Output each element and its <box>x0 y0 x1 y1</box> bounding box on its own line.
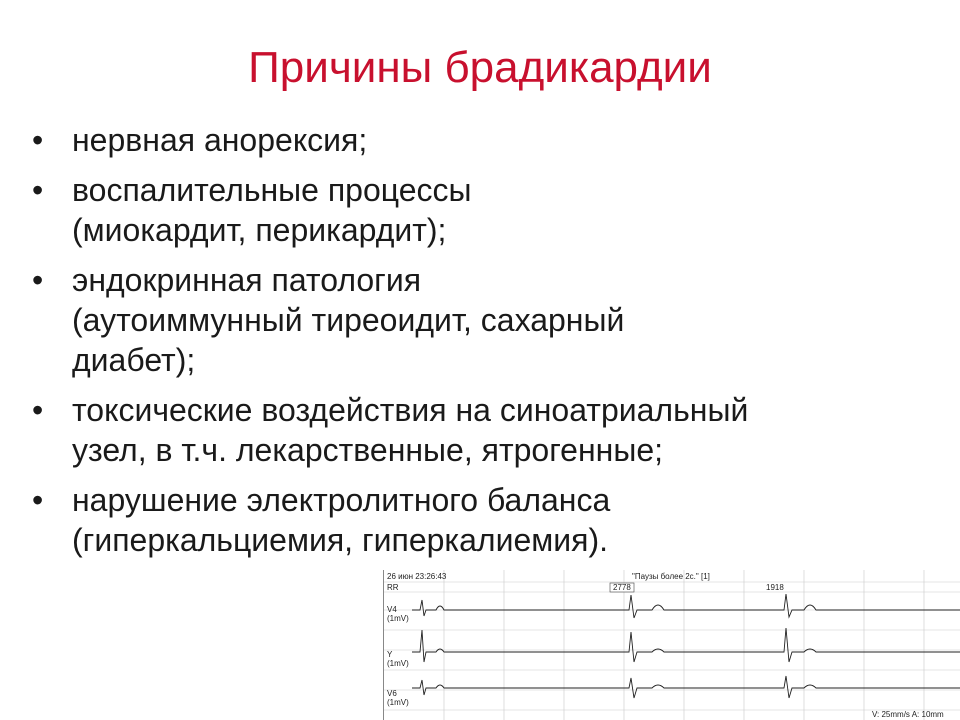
bullet-text: узел, в т.ч. лекарственные, ятрогенные; <box>72 432 663 468</box>
ecg-rr-value: 1918 <box>766 583 784 592</box>
ecg-strip-image <box>383 570 960 720</box>
bullet-icon: • <box>32 172 44 208</box>
bullet-icon: • <box>32 122 44 158</box>
bullet-text: (гиперкальциемия, гиперкалиемия). <box>72 522 609 558</box>
bullet-text: диабет); <box>72 342 196 378</box>
ecg-timestamp: 26 июн 23:26:43 <box>387 572 447 581</box>
ecg-lead-name: V6 <box>387 689 397 698</box>
bullet-icon: • <box>32 392 44 428</box>
ecg-lead-name: Y <box>387 650 393 659</box>
bullet-text: (миокардит, перикардит); <box>72 212 447 248</box>
ecg-rr-value: 2778 <box>613 583 631 592</box>
bullet-text: нарушение электролитного баланса <box>72 482 611 518</box>
bullet-icon: • <box>32 482 44 518</box>
bullet-list <box>30 120 910 570</box>
ecg-lead-scale: (1mV) <box>387 698 409 707</box>
ecg-lead-name: V4 <box>387 605 397 614</box>
bullet-text: нервная анорексия; <box>72 122 368 158</box>
ecg-settings: V: 25mm/s A: 10mm <box>872 710 944 719</box>
ecg-rr-label: RR <box>387 583 399 592</box>
bullet-text: (аутоиммунный тиреоидит, сахарный <box>72 302 625 338</box>
bullet-text: воспалительные процессы <box>72 172 472 208</box>
bullet-item <box>30 260 910 380</box>
bullet-item <box>30 170 910 250</box>
bullet-item <box>30 480 910 560</box>
ecg-episode-label: "Паузы более 2с." [1] <box>632 572 710 581</box>
slide-title: Причины брадикардии <box>248 43 712 92</box>
ecg-lead-scale: (1mV) <box>387 659 409 668</box>
ecg-lead-scale: (1mV) <box>387 614 409 623</box>
bullet-item <box>30 120 910 160</box>
bullet-text: токсические воздействия на синоатриальный <box>72 392 749 428</box>
ecg-svg <box>384 570 960 720</box>
bullet-text: эндокринная патология <box>72 262 422 298</box>
bullet-icon: • <box>32 262 44 298</box>
bullet-item <box>30 390 910 470</box>
